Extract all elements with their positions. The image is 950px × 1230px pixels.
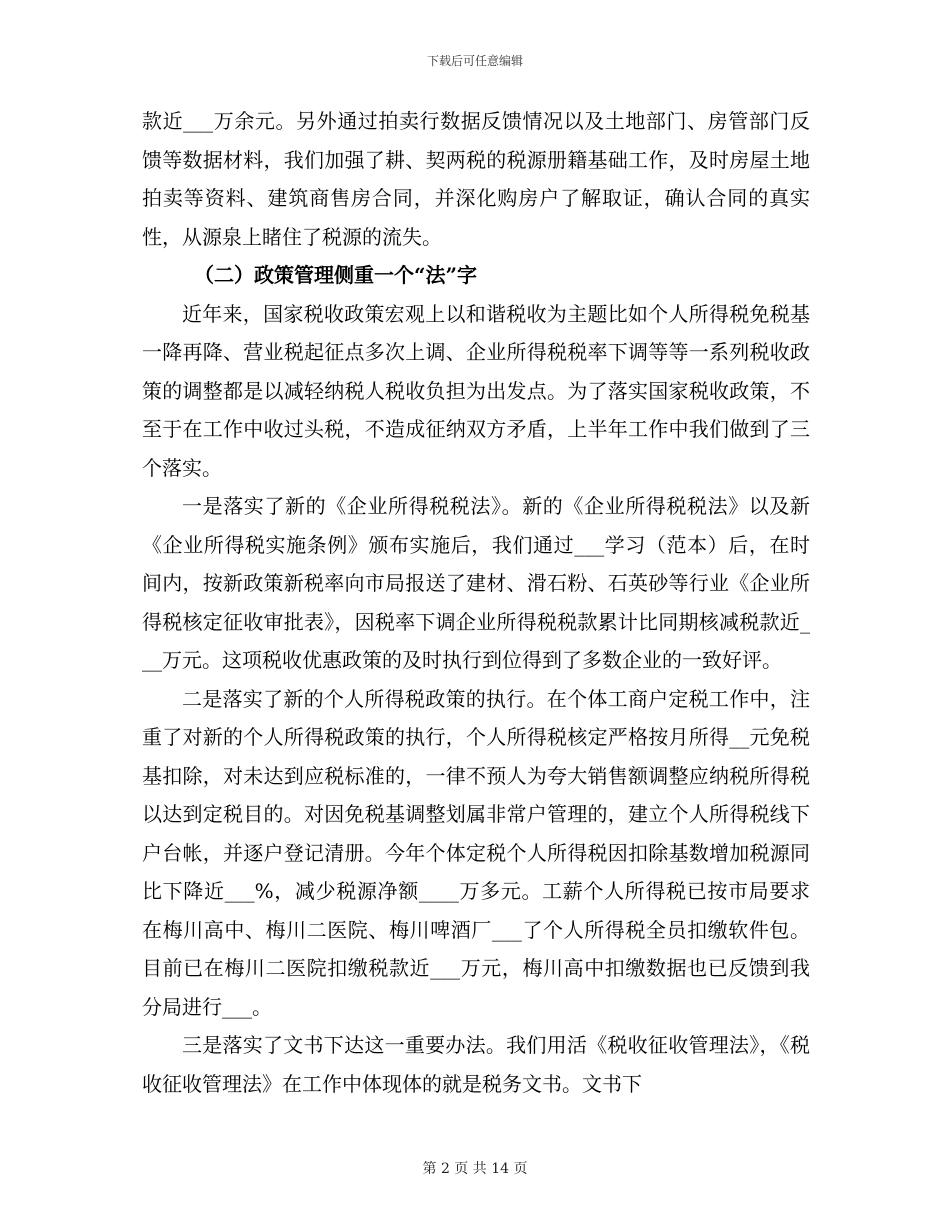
paragraph-continuation: 款近___万余元。另外通过拍卖行数据反馈情况以及土地部门、房管部门反馈等数据材料，我们加强了耕、契两税的税源册籍基础工作，及时房屋土地拍卖等资料、建筑商售房合同，并深化购房户了解取证，确认合同的真实性，从源泉上睹住了税源的流失。 <box>142 109 810 249</box>
page-footer: 第 2 页 共 14 页 <box>422 1161 528 1177</box>
paragraph-intro: 近年来，国家税收政策宏观上以和谐税收为主题比如个人所得税免税基一降再降、营业税起征点多次上调、企业所得税税率下调等等一系列税收政策的调整都是以减轻纳税人税收负担为出发点。为了落实国家税收政策，不至于在工作中收过头税，不造成征纳双方矛盾，上半年工作中我们做到了三个落实。 <box>142 301 810 480</box>
page-header: 下载后可任意编辑 <box>426 54 523 68</box>
paragraph-second-implementation: 二是落实了新的个人所得税政策的执行。在个体工商户定税工作中，注重了对新的个人所得税政策的执行，个人所得税核定严格按月所得__元免税基扣除，对未达到应税标准的，一律不预人为夸大销售额调整应纳税所得税以达到定税目的。对因免税基调整划属非常户管理的，建立个人所得税线下户台帐，并逐户登记清册。今年个体定税个人所得税因扣除基数增加税源同比下降近___%，减少税源净额____万多元。工薪个人所得税已按市局要求在梅川高中、梅川二医院、梅川啤酒厂___了个人所得税全员扣缴软件包。目前已在梅川二医院扣缴税款近___万元，梅川高中扣缴数据也已反馈到我分局进行___。 <box>142 686 810 1019</box>
paragraph-first-implementation: 一是落实了新的《企业所得税税法》。新的《企业所得税税法》以及新《企业所得税实施条例》颁布实施后，我们通过___学习（范本）后，在时间内，按新政策新税率向市局报送了建材、滑石粉、石英砂等行业《企业所得税核定征收审批表》，因税率下调企业所得税税款累计比同期核减税款近___万元。这项税收优惠政策的及时执行到位得到了多数企业的一致好评。 <box>142 494 810 672</box>
document-body <box>142 102 810 1103</box>
paragraph-third-implementation: 三是落实了文书下达这一重要办法。我们用活《税收征收管理法》，《税收征收管理法》在工作中体现体的就是税务文书。文书下 <box>142 1033 810 1096</box>
section-heading: （二）政策管理侧重一个“法”字 <box>194 263 478 287</box>
